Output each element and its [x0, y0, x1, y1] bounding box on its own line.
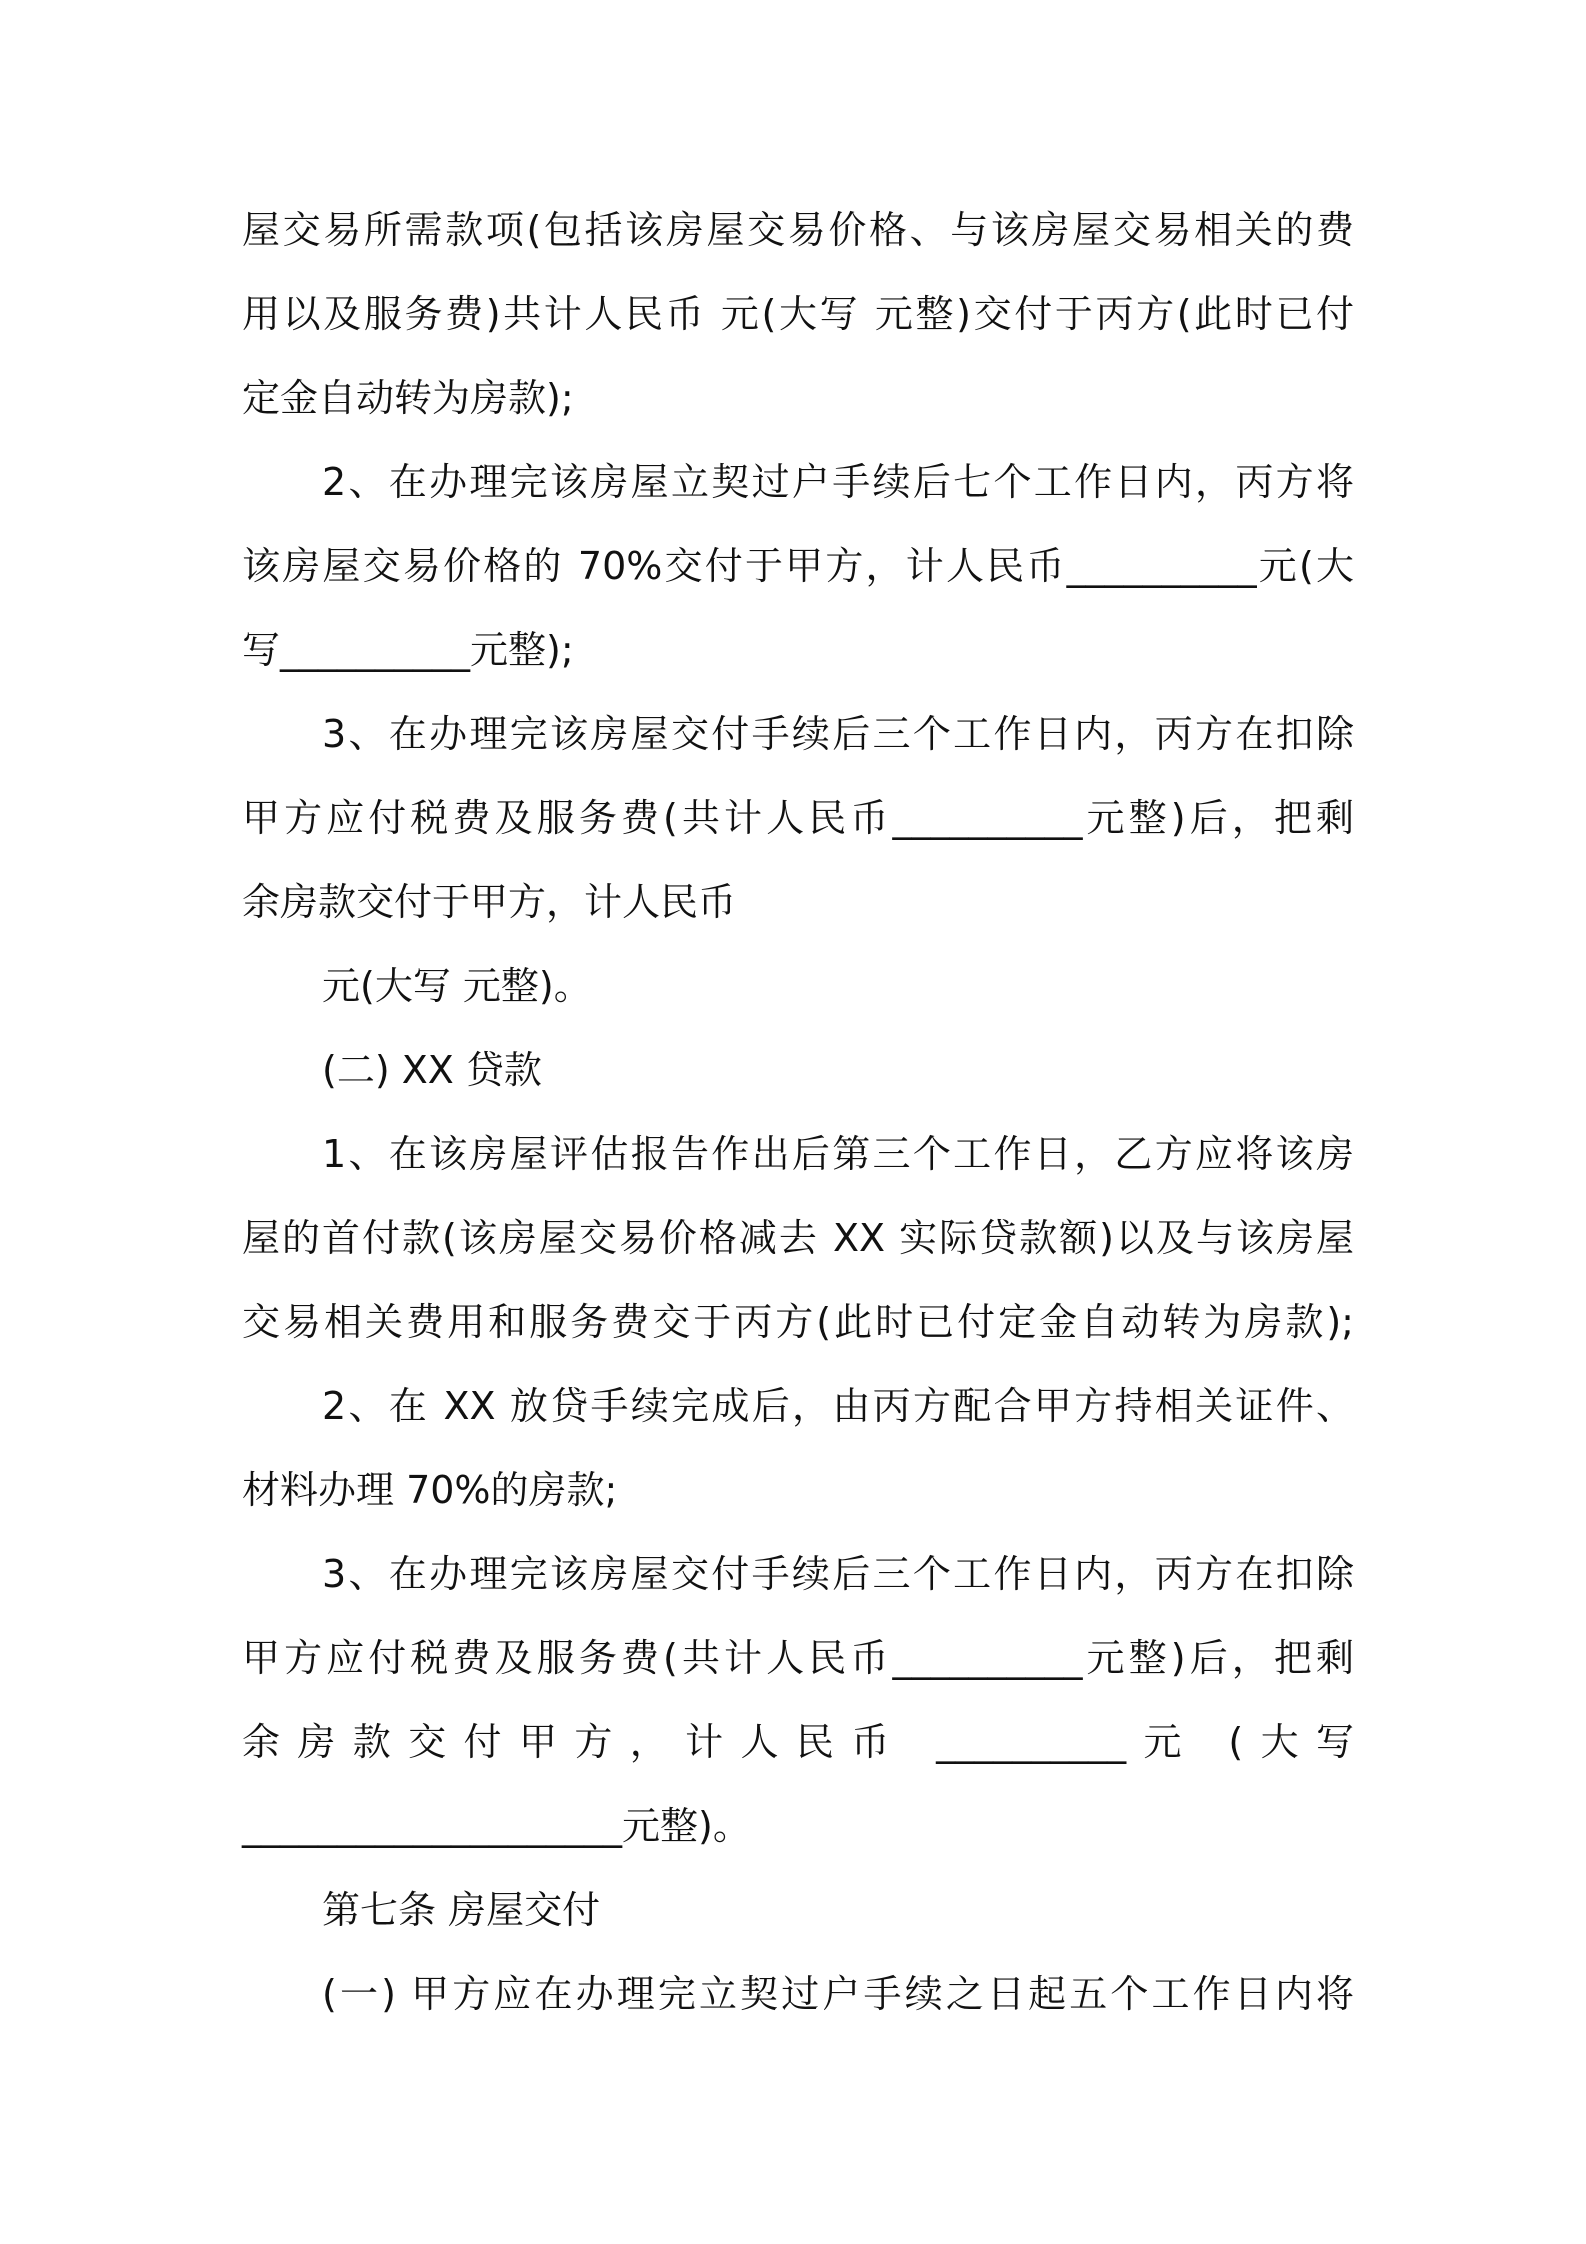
text-line: ____________________元整)。	[242, 1804, 751, 1848]
text-line: 2、在办理完该房屋立契过户手续后七个工作日内，丙方将	[322, 460, 1354, 504]
text-line: 3、在办理完该房屋交付手续后三个工作日内，丙方在扣除	[322, 1552, 1354, 1596]
text-line: 2、在 XX 放贷手续完成后，由丙方配合甲方持相关证件、	[322, 1384, 1354, 1428]
text-line: (一) 甲方应在办理完立契过户手续之日起五个工作日内将	[322, 1972, 1354, 2016]
text-line: 交易相关费用和服务费交于丙方(此时已付定金自动转为房款);	[242, 1300, 1354, 1344]
section-heading: (二) XX 贷款	[322, 1048, 542, 1092]
text-line: 定金自动转为房款);	[242, 376, 574, 420]
text-line: 余房款交付甲方，计人民币 __________元 (大写	[242, 1720, 1354, 1764]
text-line: 元(大写 元整)。	[322, 964, 592, 1008]
text-line: 余房款交付于甲方，计人民币	[242, 880, 737, 924]
text-line: 1、在该房屋评估报告作出后第三个工作日，乙方应将该房	[322, 1132, 1354, 1176]
article-heading: 第七条 房屋交付	[322, 1888, 601, 1932]
text-line: 屋的首付款(该房屋交易价格减去 XX 实际贷款额)以及与该房屋	[242, 1216, 1354, 1260]
text-line: 3、在办理完该房屋交付手续后三个工作日内，丙方在扣除	[322, 712, 1354, 756]
text-line: 甲方应付税费及服务费(共计人民币__________元整)后，把剩	[242, 796, 1354, 840]
text-line: 屋交易所需款项(包括该房屋交易价格、与该房屋交易相关的费	[242, 208, 1354, 252]
text-line: 写__________元整);	[242, 628, 574, 672]
text-line: 用以及服务费)共计人民币 元(大写 元整)交付于丙方(此时已付	[242, 292, 1354, 336]
text-line: 材料办理 70%的房款;	[242, 1468, 618, 1512]
text-line: 该房屋交易价格的 70%交付于甲方，计人民币__________元(大	[242, 544, 1354, 588]
text-line: 甲方应付税费及服务费(共计人民币__________元整)后，把剩	[242, 1636, 1354, 1680]
